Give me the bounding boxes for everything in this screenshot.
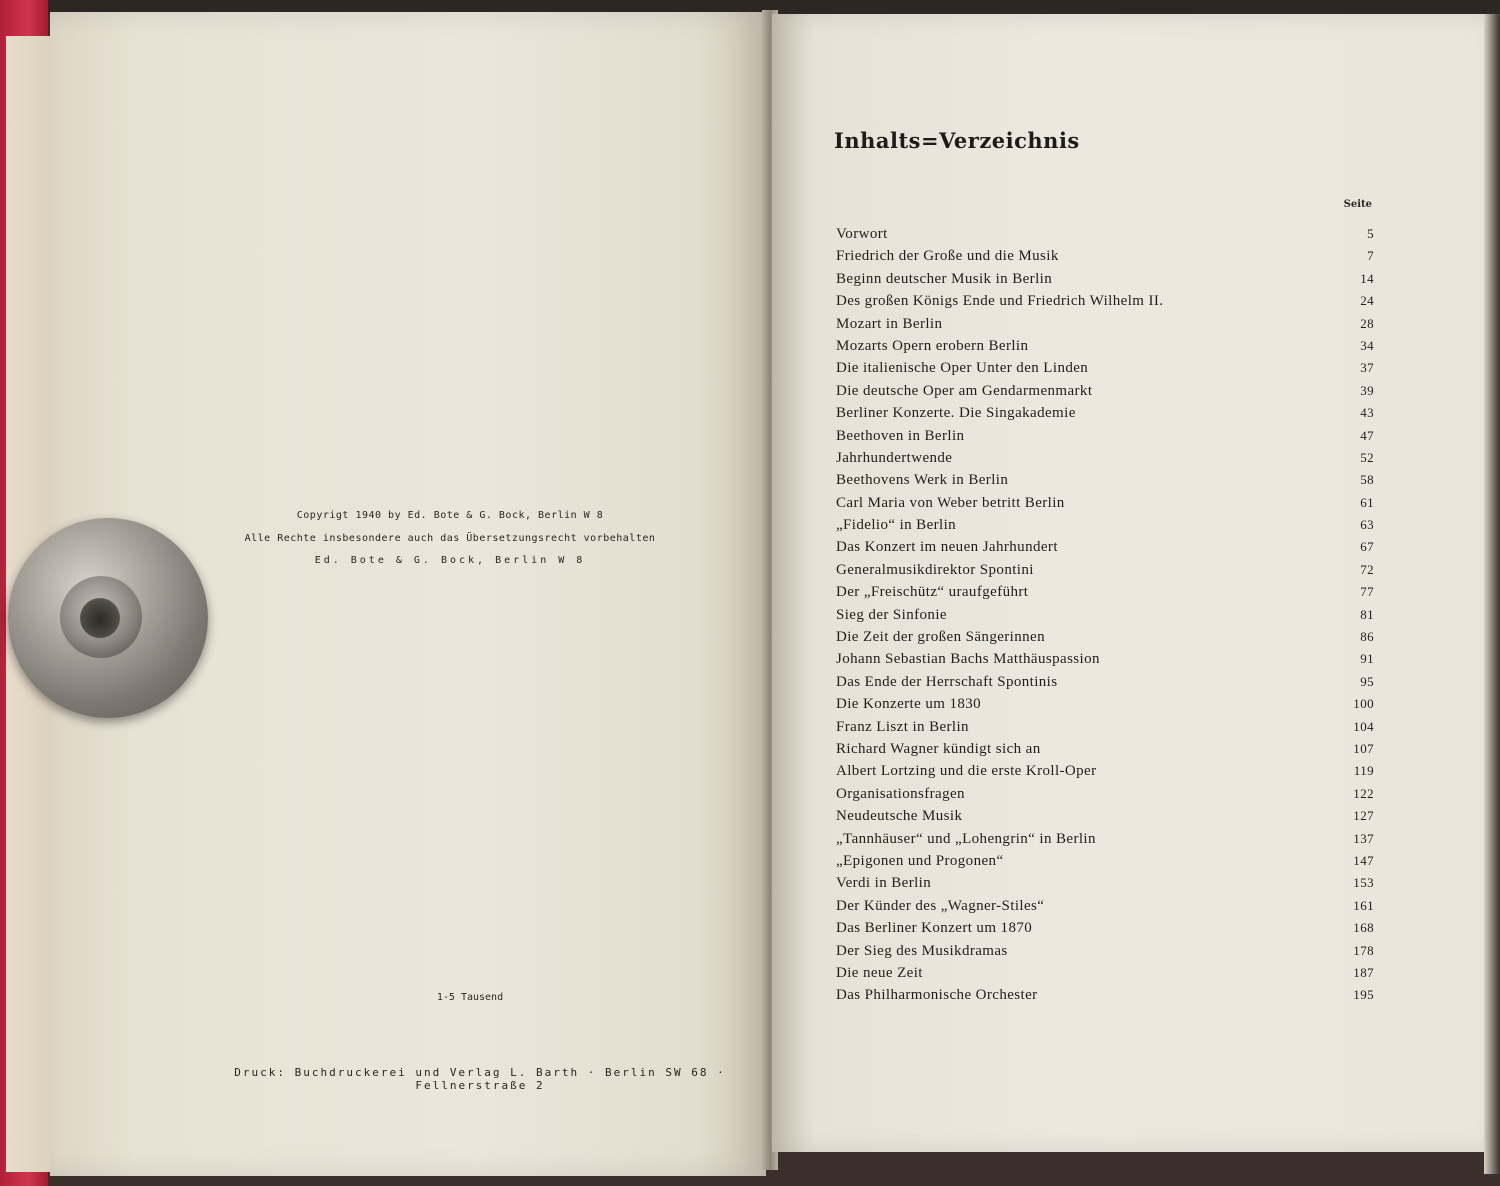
toc-entry-title: Neudeutsche Musik	[836, 808, 963, 825]
toc-entry-title: Carl Maria von Weber betritt Berlin	[836, 494, 1065, 511]
toc-entry	[836, 472, 1374, 494]
toc-entry-title: Verdi in Berlin	[836, 875, 932, 892]
toc-entry-page: 14	[1360, 270, 1374, 286]
printer-imprint: Druck: Buchdruckerei und Verlag L. Barth · Berlin SW 68 · Fellnerstraße 2	[234, 1066, 726, 1092]
toc-entry	[836, 293, 1374, 315]
toc-entry	[836, 965, 1374, 987]
page-column-header: Seite	[1343, 199, 1372, 210]
toc-entry	[836, 853, 1374, 875]
toc-entry	[836, 226, 1374, 248]
toc-entry-page: 61	[1360, 494, 1374, 510]
toc-entry-title: Vorwort	[836, 226, 888, 242]
toc-entry-title: Das Berliner Konzert um 1870	[836, 920, 1033, 937]
toc-entry	[836, 920, 1374, 942]
toc-entry	[836, 987, 1374, 1009]
toc-entry-title: Mozart in Berlin	[836, 315, 943, 332]
toc-entry-page: 104	[1353, 718, 1374, 734]
toc-entry-title: Mozarts Opern erobern Berlin	[836, 337, 1029, 354]
toc-entry-title: Sieg der Sinfonie	[836, 606, 947, 623]
toc-entry	[836, 808, 1374, 830]
toc-entry	[836, 584, 1374, 606]
toc-entry-title: Beethoven in Berlin	[836, 427, 965, 444]
toc-entry-title: Generalmusikdirektor Spontini	[836, 561, 1034, 578]
toc-entry-title: Friedrich der Große und die Musik	[836, 248, 1059, 265]
toc-entry-title: Jahrhundertwende	[836, 449, 953, 466]
toc-entry-title: Franz Liszt in Berlin	[836, 718, 969, 735]
toc-entry-page: 147	[1353, 852, 1374, 868]
toc-entry-title: Das Philharmonische Orchester	[836, 987, 1038, 1004]
toc-entry-page: 81	[1360, 606, 1374, 622]
toc-entry-title: „Tannhäuser“ und „Lohengrin“ in Berlin	[836, 830, 1096, 847]
toc-entry-page: 72	[1360, 561, 1374, 577]
toc-entry-title: Albert Lortzing und die erste Kroll-Oper	[836, 763, 1097, 780]
toc-entry-page: 34	[1360, 337, 1374, 353]
toc-entry-title: „Fidelio“ in Berlin	[836, 517, 957, 534]
copyright-line-2: Alle Rechte insbesondere auch das Übersetzungsrecht vorbehalten	[244, 533, 656, 544]
toc-entry	[836, 539, 1374, 561]
toc-entry	[836, 741, 1374, 763]
toc-entry-title: Die neue Zeit	[836, 964, 923, 981]
toc-entry	[836, 763, 1374, 785]
toc-entry-page: 77	[1360, 584, 1374, 600]
toc-entry-page: 58	[1360, 472, 1374, 488]
toc-entry	[836, 898, 1374, 920]
metal-page-weight	[8, 518, 208, 718]
toc-entry	[836, 517, 1374, 539]
toc-entry-page: 67	[1360, 539, 1374, 555]
toc-entry	[836, 383, 1374, 405]
toc-entry-title: Organisationsfragen	[836, 785, 965, 802]
toc-entry	[836, 696, 1374, 718]
toc-entry-page: 195	[1353, 987, 1374, 1003]
page-weight-hole	[80, 598, 120, 638]
toc-entry-page: 161	[1353, 897, 1374, 913]
toc-entry	[836, 562, 1374, 584]
right-page-edge	[1484, 14, 1500, 1174]
toc-entry-title: Das Ende der Herrschaft Spontinis	[836, 673, 1058, 690]
toc-entry-title: Die Zeit der großen Sängerinnen	[836, 629, 1045, 646]
toc-entry-page: 95	[1360, 673, 1374, 689]
toc-entry-title: Des großen Königs Ende und Friedrich Wilhelm II.	[836, 293, 1164, 310]
toc-entry	[836, 831, 1374, 853]
toc-entry	[836, 875, 1374, 897]
toc-entry-title: Das Konzert im neuen Jahrhundert	[836, 539, 1058, 556]
toc-entry-page: 122	[1353, 785, 1374, 801]
toc-entry-title: Die deutsche Oper am Gendarmenmarkt	[836, 382, 1093, 399]
toc-entry	[836, 271, 1374, 293]
toc-entry	[836, 674, 1374, 696]
toc-entry-page: 86	[1360, 629, 1374, 645]
toc-entry-page: 119	[1353, 763, 1374, 779]
toc-entry-title: Beethovens Werk in Berlin	[836, 472, 1009, 489]
toc-entry	[836, 607, 1374, 629]
toc-entry-page: 107	[1353, 740, 1374, 756]
page-weight-hub	[60, 576, 142, 658]
copyright-line-1: Copyrigt 1940 by Ed. Bote & G. Bock, Berlin W 8	[296, 510, 604, 521]
toc-entry	[836, 786, 1374, 808]
toc-entry-page: 5	[1367, 226, 1374, 241]
toc-entry-page: 153	[1353, 875, 1374, 891]
toc-entry-title: Richard Wagner kündigt sich an	[836, 740, 1041, 757]
toc-entry-page: 178	[1353, 942, 1374, 958]
toc-title: Inhalts=Verzeichnis	[834, 128, 1080, 153]
toc-entry-title: Die Konzerte um 1830	[836, 696, 982, 713]
toc-entry-page: 37	[1360, 360, 1374, 376]
toc-entry	[836, 248, 1374, 270]
toc-entry-page: 7	[1367, 248, 1374, 264]
toc-entry	[836, 943, 1374, 965]
toc-entry-page: 52	[1360, 449, 1374, 465]
toc-entry-title: Der Sieg des Musikdramas	[836, 942, 1008, 959]
toc-entry	[836, 316, 1374, 338]
toc-entry-title: „Epigonen und Progonen“	[836, 852, 1004, 869]
toc-entry	[836, 360, 1374, 382]
toc-entry-title: Beginn deutscher Musik in Berlin	[836, 270, 1053, 287]
toc-entry-title: Berliner Konzerte. Die Singakademie	[836, 405, 1076, 422]
toc-entry-page: 187	[1353, 964, 1374, 980]
toc-entry	[836, 651, 1374, 673]
toc-entry-page: 28	[1360, 315, 1374, 331]
toc-entry	[836, 719, 1374, 741]
edition-note: 1-5 Tausend	[436, 992, 504, 1003]
table-of-contents	[836, 226, 1374, 1010]
toc-entry-page: 24	[1360, 293, 1374, 309]
toc-entry	[836, 495, 1374, 517]
toc-entry-title: Der Künder des „Wagner-Stiles“	[836, 897, 1045, 914]
toc-entry	[836, 338, 1374, 360]
toc-entry-page: 43	[1360, 405, 1374, 421]
toc-entry-page: 47	[1360, 427, 1374, 443]
toc-entry-page: 91	[1360, 651, 1374, 667]
toc-entry-page: 137	[1353, 830, 1374, 846]
toc-entry-page: 63	[1360, 517, 1374, 533]
toc-entry	[836, 428, 1374, 450]
toc-entry-page: 100	[1353, 696, 1374, 712]
toc-entry	[836, 450, 1374, 472]
toc-entry	[836, 629, 1374, 651]
toc-entry	[836, 405, 1374, 427]
toc-entry-title: Johann Sebastian Bachs Matthäuspassion	[836, 651, 1100, 668]
publisher-line: Ed. Bote & G. Bock, Berlin W 8	[314, 555, 586, 566]
toc-entry-title: Die italienische Oper Unter den Linden	[836, 360, 1089, 377]
toc-entry-page: 168	[1353, 920, 1374, 936]
toc-entry-page: 127	[1353, 808, 1374, 824]
toc-entry-title: Der „Freischütz“ uraufgeführt	[836, 584, 1029, 601]
toc-entry-page: 39	[1360, 382, 1374, 398]
